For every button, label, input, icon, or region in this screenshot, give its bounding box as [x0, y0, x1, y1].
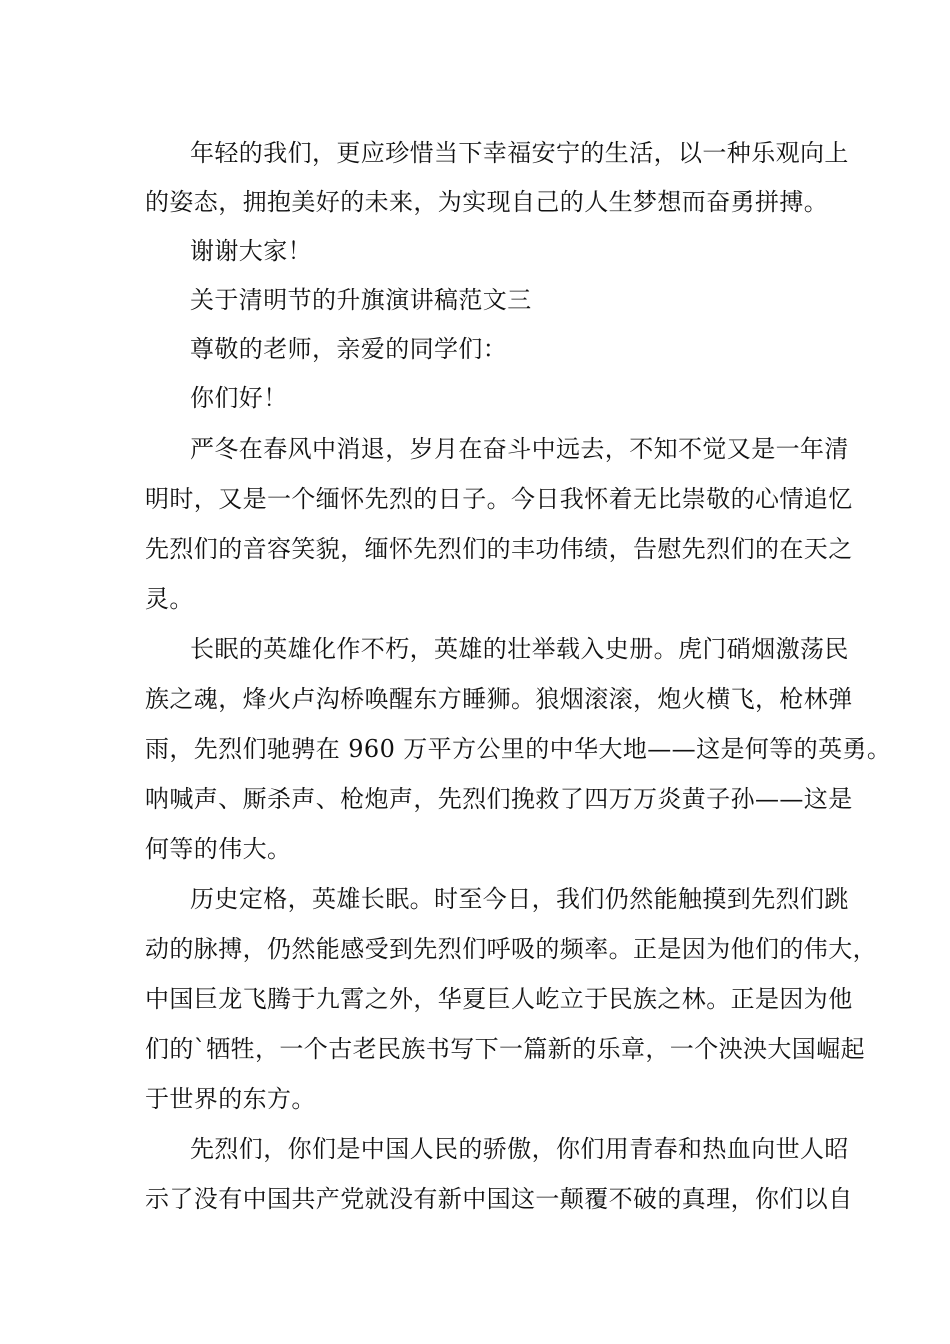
text-line: 雨，先烈们驰骋在 960 万平方公里的中华大地——这是何等的英勇。	[145, 735, 892, 763]
text-line: 先烈们的音容笑貌，缅怀先烈们的丰功伟绩，告慰先烈们的在天之	[145, 535, 853, 563]
text-line: 的姿态，拥抱美好的未来，为实现自己的人生梦想而奋勇拼搏。	[145, 188, 829, 216]
text-line: 你们好！	[190, 384, 288, 412]
text-line: 年轻的我们，更应珍惜当下幸福安宁的生活，以一种乐观向上	[190, 139, 849, 167]
text-line: 先烈们，你们是中国人民的骄傲，你们用青春和热血向世人昭	[190, 1135, 849, 1163]
text-line: 灵。	[145, 585, 194, 613]
text-line: 中国巨龙飞腾于九霄之外，华夏巨人屹立于民族之林。正是因为他	[145, 985, 853, 1013]
text-line: 族之魂，烽火卢沟桥唤醒东方睡狮。狼烟滚滚，炮火横飞，枪林弹	[145, 685, 853, 713]
text-line: 历史定格，英雄长眠。时至今日，我们仍然能触摸到先烈们跳	[190, 885, 849, 913]
text-line: 尊敬的老师，亲爱的同学们：	[190, 335, 508, 363]
text-line: 谢谢大家！	[190, 237, 312, 265]
text-line: 长眠的英雄化作不朽，英雄的壮举载入史册。虎门硝烟激荡民	[190, 635, 849, 663]
text-line: 何等的伟大。	[145, 835, 292, 863]
text-line: 示了没有中国共产党就没有新中国这一颠覆不破的真理，你们以自	[145, 1185, 853, 1213]
text-line: 呐喊声、厮杀声、枪炮声，先烈们挽救了四万万炎黄子孙——这是	[145, 785, 853, 813]
text-line: 明时，又是一个缅怀先烈的日子。今日我怀着无比崇敬的心情追忆	[145, 485, 853, 513]
text-line: 动的脉搏，仍然能感受到先烈们呼吸的频率。正是因为他们的伟大，	[145, 935, 877, 963]
text-line: 于世界的东方。	[145, 1085, 316, 1113]
section-heading: 关于清明节的升旗演讲稿范文三	[190, 286, 532, 314]
text-line: 严冬在春风中消退，岁月在奋斗中远去，不知不觉又是一年清	[190, 435, 849, 463]
text-line: 们的`牺牲，一个古老民族书写下一篇新的乐章，一个泱泱大国崛起	[145, 1035, 865, 1063]
